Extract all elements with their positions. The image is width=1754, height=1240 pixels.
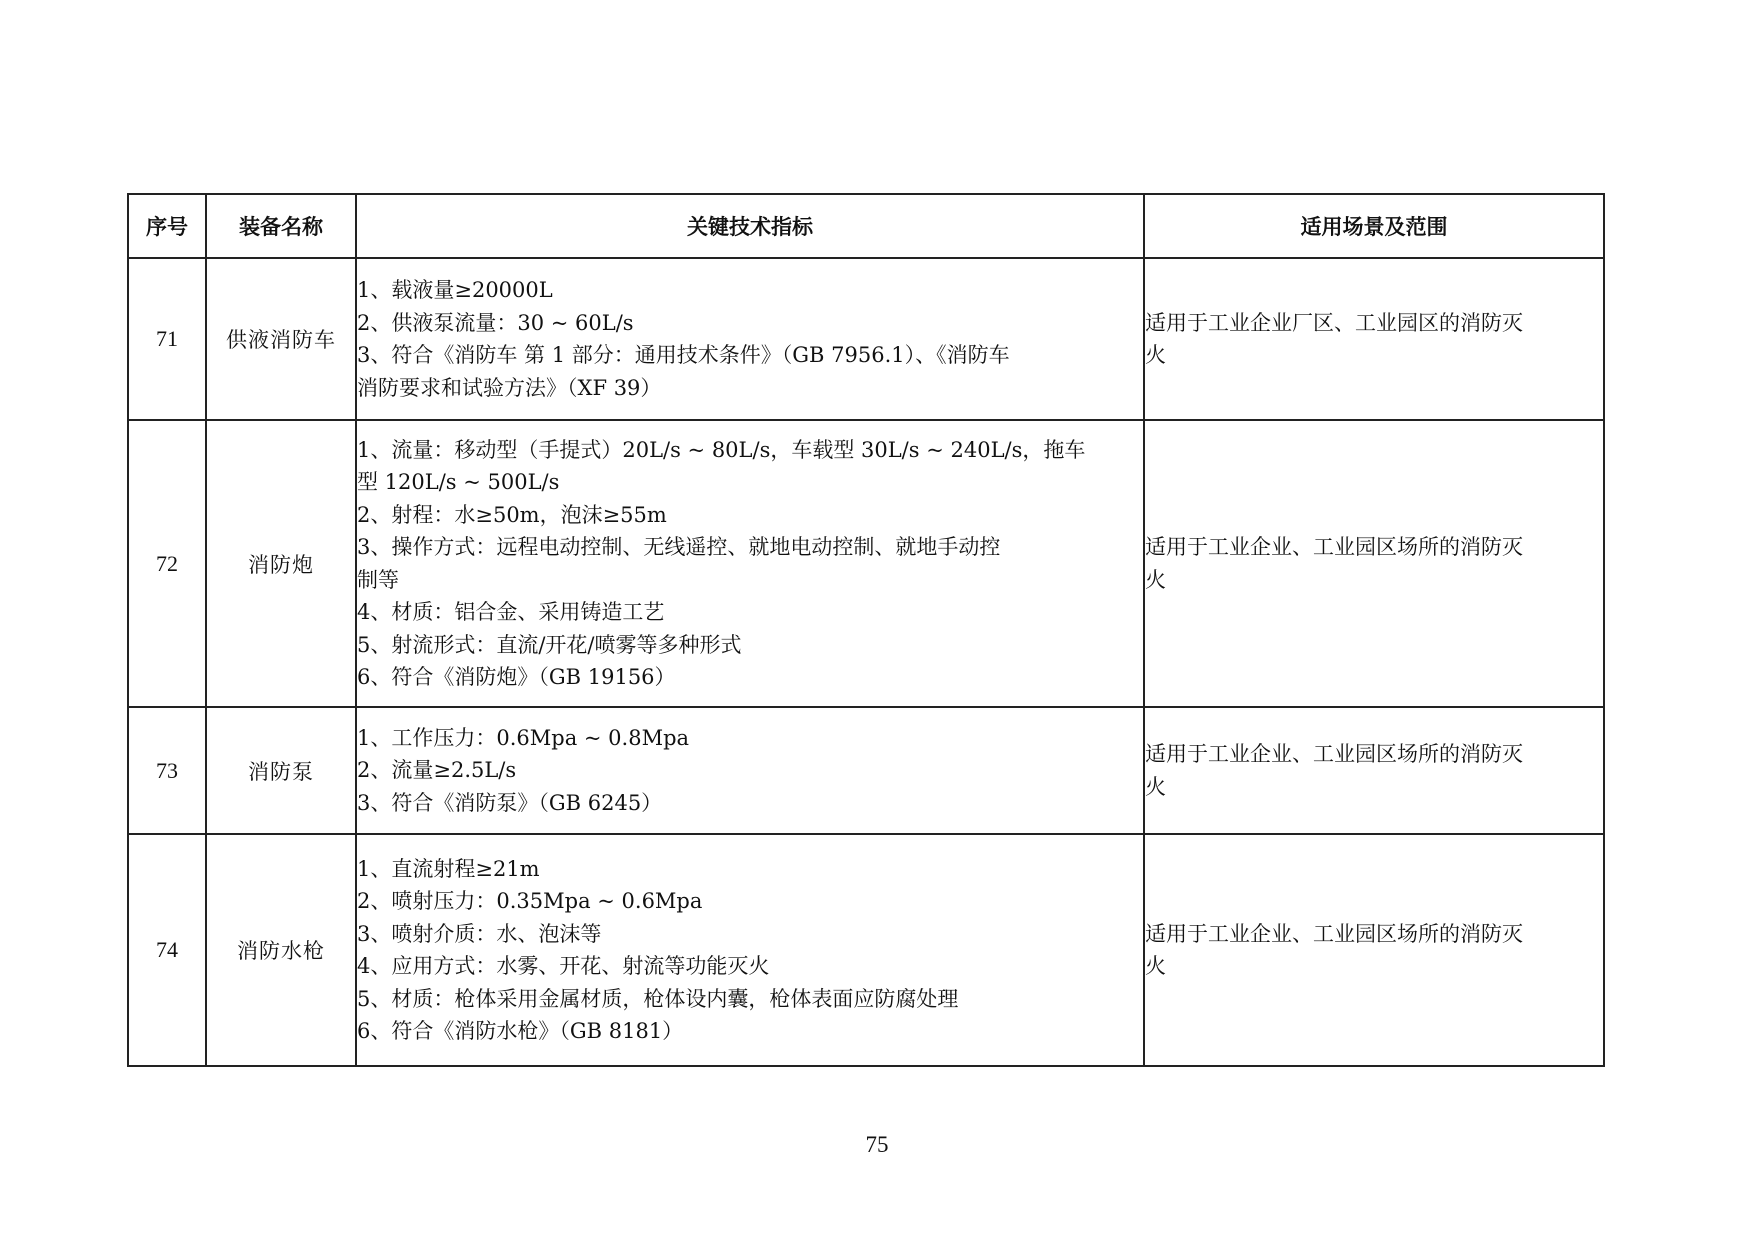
header-equipment-name: 装备名称 [206,194,356,258]
scope-line: 适用于工业企业、工业园区场所的消防灭 [1145,921,1523,946]
scope-cell [1144,707,1604,834]
spec-line: 2、流量≥2.5L/s [357,758,517,783]
spec-line: 3、符合《消防泵》（GB 6245） [357,790,663,815]
scope-line: 火 [1145,343,1166,367]
header-serial-number: 序号 [128,194,206,258]
scope-cell [1144,420,1604,707]
scope-cell [1144,834,1604,1066]
spec-line: 6、符合《消防炮》（GB 19156） [357,665,676,689]
spec-line: 1、流量：移动型（手提式）20L/s ~ 80L/s，车载型 30L/s ~ 240L/s，拖车 [357,437,1086,462]
spec-line: 4、材质：铝合金、采用铸造工艺 [357,600,665,624]
spec-line: 6、符合《消防水枪》（GB 8181） [357,1019,684,1043]
spec-line: 3、操作方式：远程电动控制、无线遥控、就地电动控制、就地手动控 [357,535,1001,559]
spec-line: 2、供液泵流量：30 ~ 60L/s [357,310,634,335]
equipment-name: 消防炮 [206,420,356,707]
spec-line: 1、直流射程≥21m [357,856,540,881]
equipment-name: 消防水枪 [206,834,356,1066]
table-header-row [128,194,1604,258]
spec-cell [356,420,1144,707]
spec-line: 2、射程：水≥50m，泡沫≥55m [357,502,667,527]
equipment-table [127,193,1605,1067]
row-number: 73 [128,707,206,834]
table-row [128,707,1604,834]
spec-line: 3、符合《消防车 第 1 部分：通用技术条件》（GB 7956.1）、《消防车 [357,343,1010,367]
spec-line: 4、应用方式：水雾、开花、射流等功能灭火 [357,954,770,978]
scope-cell [1144,258,1604,420]
spec-cell [356,834,1144,1066]
scope-line: 适用于工业企业厂区、工业园区的消防灭 [1145,310,1523,335]
scope-line: 火 [1145,774,1166,799]
scope-line: 适用于工业企业、工业园区场所的消防灭 [1145,742,1523,766]
scope-line: 火 [1145,954,1166,978]
spec-line: 5、射流形式：直流/开花/喷雾等多种形式 [357,632,742,657]
header-scope: 适用场景及范围 [1144,194,1604,258]
row-number: 72 [128,420,206,707]
spec-line: 消防要求和试验方法》（XF 39） [357,375,662,400]
equipment-name: 供液消防车 [206,258,356,420]
row-number: 74 [128,834,206,1066]
spec-line: 3、喷射介质：水、泡沫等 [357,921,602,946]
page-number: 75 [865,1132,889,1157]
spec-line: 型 120L/s ~ 500L/s [357,470,560,494]
scope-line: 适用于工业企业、工业园区场所的消防灭 [1145,535,1523,559]
table-row [128,258,1604,420]
table-row [128,834,1604,1066]
scope-line: 火 [1145,567,1166,592]
spec-line: 2、喷射压力：0.35Mpa ~ 0.6Mpa [357,889,703,913]
spec-cell [356,707,1144,834]
header-key-specs: 关键技术指标 [356,194,1144,258]
row-number: 71 [128,258,206,420]
spec-line: 1、载液量≥20000L [357,278,553,302]
table-row [128,420,1604,707]
spec-line: 5、材质：枪体采用金属材质，枪体设内囊，枪体表面应防腐处理 [357,986,959,1011]
spec-line: 制等 [357,567,399,592]
spec-cell [356,258,1144,420]
spec-line: 1、工作压力：0.6Mpa ~ 0.8Mpa [357,725,690,750]
equipment-name: 消防泵 [206,707,356,834]
